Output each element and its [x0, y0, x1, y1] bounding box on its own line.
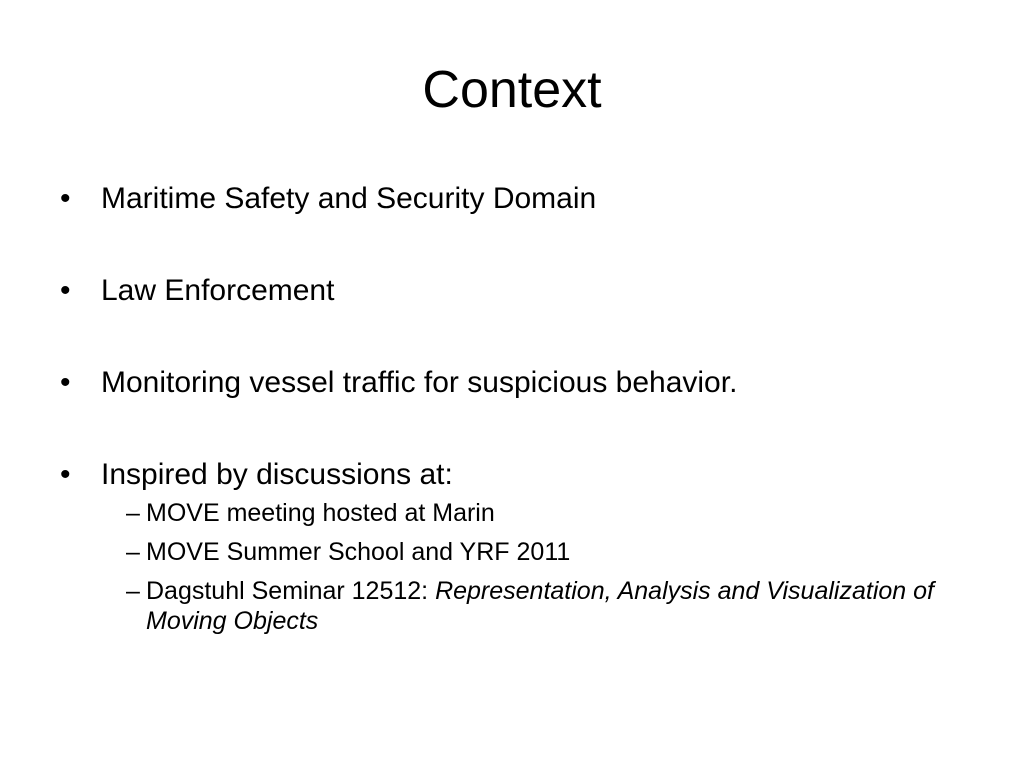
sub-item-text: Dagstuhl Seminar 12512: — [146, 577, 436, 605]
dash-icon: – — [126, 577, 140, 605]
sub-bullet-list — [101, 498, 960, 636]
slide-title: Context — [422, 61, 602, 119]
bullet-icon: • — [60, 366, 71, 399]
seminar-title: Representation, Analysis and Visualization of Moving Objects — [146, 577, 934, 635]
bullet-icon: • — [60, 182, 71, 215]
dash-icon: – — [126, 538, 140, 566]
bullet-text: Maritime Safety and Security Domain — [101, 182, 597, 215]
bullet-icon: • — [60, 458, 71, 491]
bullet-item-monitoring — [60, 364, 960, 402]
bullet-item-law-enforcement — [60, 272, 960, 310]
bullet-icon: • — [60, 274, 71, 307]
bullet-item-maritime-safety — [60, 180, 960, 218]
dash-icon: – — [126, 499, 140, 527]
sub-item-move-meeting — [101, 498, 960, 528]
bullet-list — [60, 180, 960, 636]
bullet-text: Monitoring vessel traffic for suspicious behavior. — [101, 366, 738, 399]
bullet-item-inspired-by — [60, 456, 960, 636]
sub-item-text: MOVE Summer School and YRF 2011 — [146, 538, 571, 566]
sub-item-summer-school — [101, 537, 960, 567]
bullet-text: Law Enforcement — [101, 274, 335, 307]
sub-item-text: MOVE meeting hosted at Marin — [146, 499, 495, 527]
bullet-text: Inspired by discussions at: — [101, 458, 453, 491]
sub-item-dagstuhl-seminar — [101, 576, 960, 636]
